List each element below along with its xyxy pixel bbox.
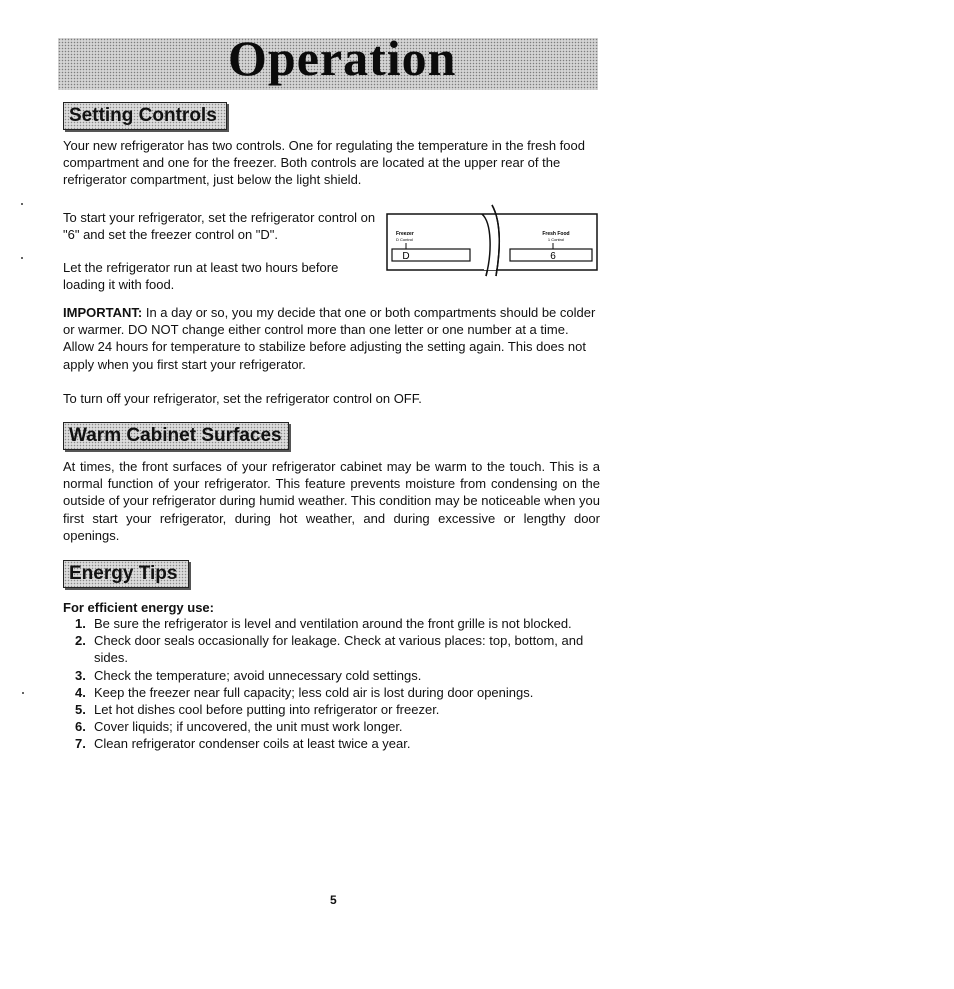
list-item-text: Clean refrigerator condenser coils at least twice a year.	[94, 736, 411, 752]
list-item-number: 7.	[75, 736, 86, 752]
list-item	[63, 701, 608, 718]
list-item	[63, 632, 608, 666]
list-item-text: Check door seals occasionally for leakage. Check at various places: top, bottom, and sides.	[94, 633, 584, 666]
warm-cabinet-heading: Warm Cabinet Surfaces	[63, 422, 289, 450]
start-instructions: To start your refrigerator, set the refrigerator control on "6" and set the freezer control on "D".	[63, 210, 376, 243]
setting-controls-intro: Your new refrigerator has two controls. One for regulating the temperature in the fresh food compartment and one for the freezer. Both controls are located at the upper rear of the refrigerator compartment, just below the light shield.	[63, 138, 585, 188]
setting-controls-heading: Setting Controls	[63, 102, 227, 130]
scan-mark	[21, 257, 23, 259]
list-item	[63, 735, 608, 752]
list-item-text: Cover liquids; if uncovered, the unit must work longer.	[94, 719, 403, 735]
controls-diagram	[386, 203, 602, 278]
list-item-number: 3.	[75, 667, 86, 683]
energy-tips-heading: Energy Tips	[63, 560, 189, 588]
list-item-number: 4.	[75, 684, 86, 700]
list-item-text: Be sure the refrigerator is level and ventilation around the front grille is not blocked.	[94, 616, 572, 631]
fresh-food-sublabel: 1 Control	[547, 237, 565, 242]
page-title: Operation	[228, 30, 457, 86]
warm-cabinet-body: At times, the front surfaces of your refrigerator cabinet may be warm to the touch. This is a normal function of your refrigerator. This feature prevents moisture from condensing on the outside of your refrigerator during humid weather. This condition may be noticeable when you first start your refrigerator, during hot weather, and during excessive or lengthy door openings.	[63, 459, 600, 543]
list-item-text: Keep the freezer near full capacity; less cold air is lost during door openings.	[94, 684, 534, 700]
important-note	[63, 304, 600, 373]
fresh-food-label: Fresh Food	[542, 231, 570, 237]
list-item	[63, 718, 608, 735]
fresh-food-value: 6	[550, 251, 556, 262]
energy-tips-list	[63, 615, 608, 753]
list-item-number: 5.	[75, 702, 86, 718]
freezer-value: D	[402, 251, 410, 262]
freezer-sublabel: D Control	[396, 237, 413, 242]
page-number: 5	[330, 893, 337, 907]
list-item-number: 2.	[75, 633, 86, 649]
freezer-label: Freezer	[396, 231, 414, 237]
list-item-text: Let hot dishes cool before putting into refrigerator or freezer.	[94, 702, 440, 718]
run-instructions: Let the refrigerator run at least two hours before loading it with food.	[63, 260, 339, 293]
energy-tips-subheading: For efficient energy use:	[63, 600, 214, 615]
scan-mark	[21, 203, 23, 205]
important-text: In a day or so, you my decide that one or both compartments should be colder or warmer. DO NOT change either control more than one letter or one number at a time. Allow 24 hours for temperature to stabilize before adjusting the setting again. This does not apply when you first start your refrigerator.	[63, 305, 596, 372]
list-item-number: 1.	[75, 616, 86, 631]
list-item	[63, 615, 608, 632]
list-item	[63, 684, 608, 701]
list-item-text: Check the temperature; avoid unnecessary cold settings.	[94, 667, 422, 683]
important-label: IMPORTANT:	[63, 305, 143, 320]
turn-off-instructions: To turn off your refrigerator, set the refrigerator control on OFF.	[63, 391, 422, 406]
list-item	[63, 667, 608, 684]
list-item-number: 6.	[75, 719, 86, 735]
scan-mark	[22, 692, 24, 694]
